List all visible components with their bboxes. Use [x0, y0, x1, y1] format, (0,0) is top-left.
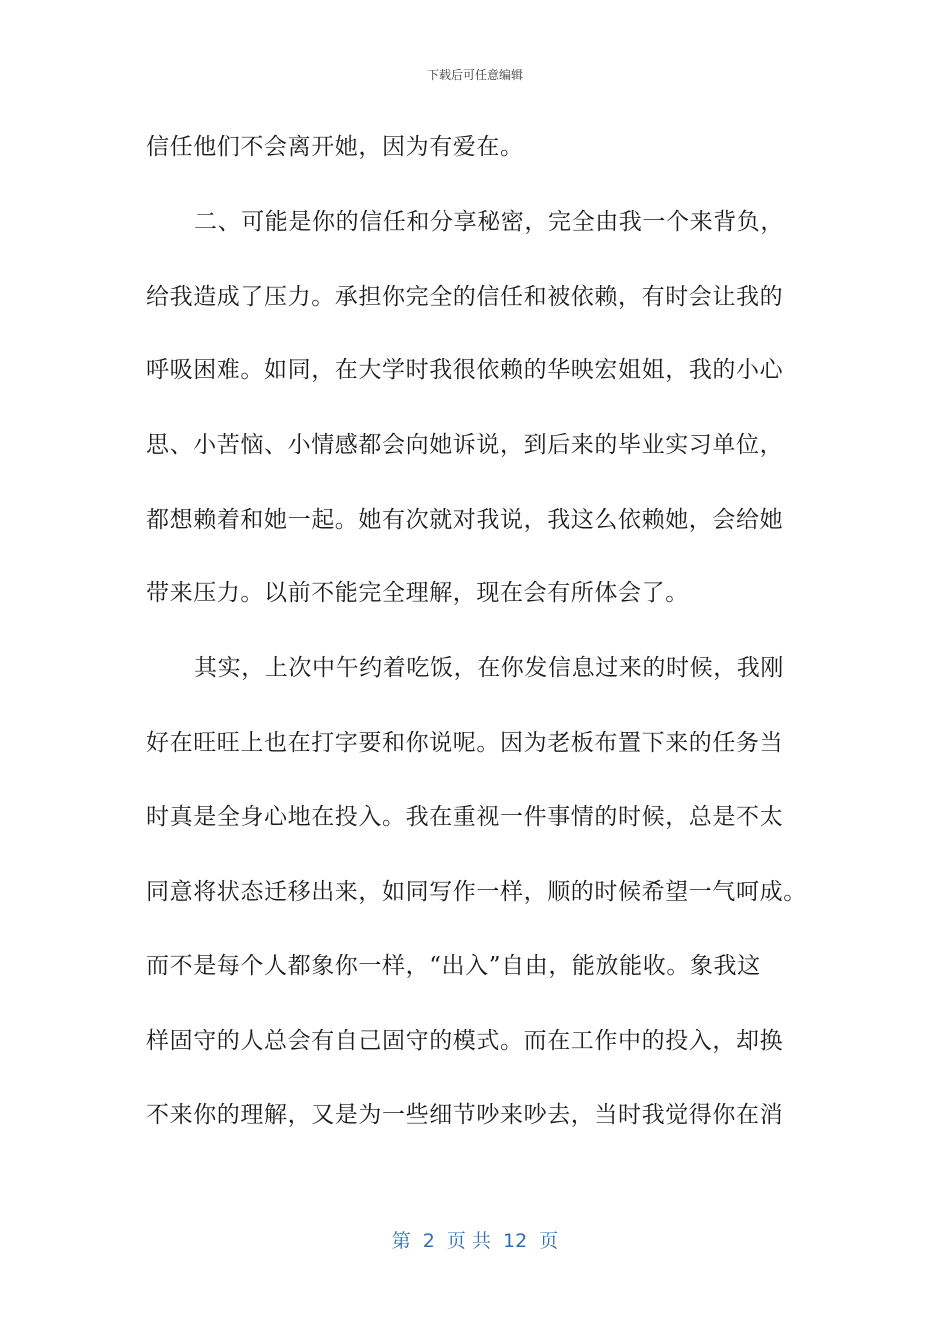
body-line-13: 样固守的人总会有自己固守的模式。而在工作中的投入，却换	[146, 1028, 784, 1054]
page-number-footer: 第 2 页 共 12 页	[391, 1230, 559, 1252]
body-line-6: 都想赖着和她一起。她有次就对我说，我这么依赖她，会给她	[146, 507, 784, 533]
body-line-9: 好在旺旺上也在打字要和你说呢。因为老板布置下来的任务当	[146, 730, 784, 756]
body-line-2: 二、可能是你的信任和分享秘密，完全由我一个来背负，	[194, 209, 784, 235]
body-line-11: 同意将状态迁移出来，如同写作一样，顺的时候希望一气呵成。	[146, 879, 807, 905]
body-line-8: 其实，上次中午约着吃饭，在你发信息过来的时候，我刚	[194, 655, 784, 681]
body-line-5: 思、小苦恼、小情感都会向她诉说，到后来的毕业实习单位，	[146, 432, 784, 458]
body-line-1: 信任他们不会离开她，因为有爱在。	[146, 134, 524, 160]
page-header-note: 下载后可任意编辑	[426, 68, 523, 82]
body-line-7: 带来压力。以前不能完全理解，现在会有所体会了。	[146, 580, 689, 606]
body-line-3: 给我造成了压力。承担你完全的信任和被依赖，有时会让我的	[146, 284, 784, 310]
body-line-4: 呼吸困难。如同，在大学时我很依赖的华映宏姐姐，我的小心	[146, 357, 784, 383]
body-line-14: 不来你的理解，又是为一些细节吵来吵去，当时我觉得你在消	[146, 1102, 784, 1128]
body-line-12: 而不是每个人都象你一样，“出入”自由，能放能收。象我这	[146, 953, 761, 979]
body-line-10: 时真是全身心地在投入。我在重视一件事情的时候，总是不太	[146, 804, 784, 830]
